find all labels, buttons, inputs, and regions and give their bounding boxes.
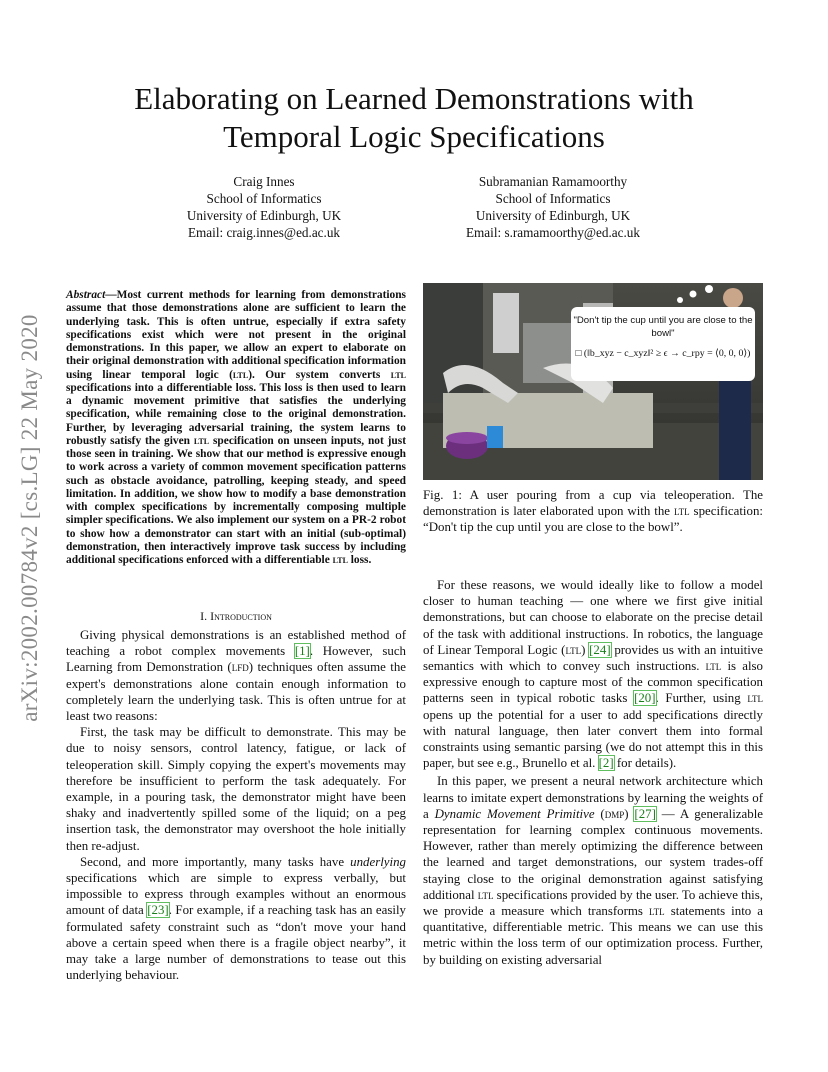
author-university: University of Edinburgh, UK bbox=[186, 208, 342, 223]
figure-photo bbox=[423, 283, 763, 480]
bubble-quote: "Don't tip the cup until you are close to the bowl" bbox=[573, 315, 753, 339]
author-university: University of Edinburgh, UK bbox=[475, 208, 631, 223]
abstract-text: —Most current methods for learning from demonstrations assume that those demonstrations alone are sufficient to learn the underlying task. This is often untrue, especially if extra safety specifications exist which were not present in the original demonstrations. In this paper, we allow an expert to elaborate on their original demonstration with additional specification information using linear temporal logic ( bbox=[66, 289, 406, 381]
author-affiliation: School of Informatics bbox=[206, 191, 322, 206]
abstract-text: loss. bbox=[347, 554, 372, 566]
abbrev-lfd: lfd bbox=[231, 660, 249, 675]
right-column-body bbox=[423, 577, 763, 968]
section-heading: I. Introduction bbox=[200, 609, 272, 623]
author-name: Subramanian Ramamoorthy bbox=[478, 174, 628, 189]
author-email[interactable]: Email: s.ramamoorthy@ed.ac.uk bbox=[465, 225, 640, 240]
abstract-text: ). Our system converts bbox=[248, 368, 391, 381]
abstract-text: specification on unseen inputs, not just those seen in training. We show that our method is expressive enough to work across a variety of common movement specification patterns such as obstacle avoidance, patrolling, keeping steady, and speed limitation. In addition, we show how to modify a base demonstration with complex specifications by incrementally composing multiple simpler specifications. We also implement our system on a PR-2 robot to show how a demonstrator can start with an initial (sub-optimal) demonstration, then interactively improve task success by including additional specifications enforced with a differentiable bbox=[66, 434, 406, 566]
citation-link[interactable]: [1] bbox=[294, 644, 310, 659]
figure-caption: Fig. 1: A user pouring from a cup via teleoperation. The demonstration is later elaborated upon with the ltl specification: “Don't tip the cup until you are close to the bowl”. bbox=[423, 488, 763, 535]
speech-bubble bbox=[571, 307, 755, 381]
abstract-label: Abstract bbox=[66, 289, 106, 301]
ltl-formula: □ (‖b_xyz − c_xyz‖² ≥ ϵ → c_rpy = ⟨0, 0, 0⟩) bbox=[575, 348, 751, 359]
abbrev-ltl: ltl bbox=[193, 434, 210, 447]
paragraph: First, the task may be difficult to demonstrate. This may be due to noisy sensors, control latency, fatigue, or lack of teleoperation skill. Simply copying the expert's movements may therefore be insufficient to perform the task adequately. For example, in a pouring task, the demonstrator might have been shaky and inadvertently spilled some of the liquid; on a peg insertion task, the demonstrator may overshoot the hole initially then re-adjust. bbox=[66, 725, 406, 853]
abbrev-ltl: ltl bbox=[390, 368, 406, 381]
paragraph: In this paper, we present a neural network architecture which learns to imitate expert demonstrations by learning the weights of a Dynamic Movement Primitive (dmp) [27] — A generalizable representation for learning complex continuous movements. However, rather than merely optimizing the difference between the learned and target demonstrations, our system trades-off staying close to the original demonstration against satisfying additional ltl specifications provided by the user. To achieve this, we provide a measure which transforms ltl statements into a quantitative, differentiable metric. This means we can use this metric within the loss term of our optimization process. Further, by building on existing adversarial bbox=[423, 774, 764, 967]
abstract bbox=[66, 289, 406, 567]
citation-link[interactable]: [20] bbox=[634, 691, 656, 706]
left-column-body bbox=[66, 627, 406, 983]
author-affiliation: School of Informatics bbox=[495, 191, 611, 206]
title-line-1: Elaborating on Learned Demonstrations with bbox=[134, 81, 694, 116]
author-block-2 bbox=[423, 173, 683, 241]
abbrev-ltl: ltl bbox=[673, 504, 690, 519]
abbrev-ltl: ltl bbox=[232, 368, 249, 381]
citation-link[interactable]: [2] bbox=[598, 756, 614, 771]
citation-link[interactable]: [27] bbox=[634, 806, 656, 821]
author-name: Craig Innes bbox=[233, 174, 295, 189]
paper-title bbox=[60, 80, 768, 156]
paragraph: For these reasons, we would ideally like to follow a model closer to human teaching — one where we first give initial demonstrations, but can choose to elaborate on the precise detail of the task with additional instructions. In robotics, the language of Linear Temporal Logic (ltl) [24] provides us with an intuitive semantics with which to convey such instructions. ltl is also expressive enough to capture most of the common specification patterns seen in typical robotic tasks [20]. Further, using ltl opens up the potential for a user to add specifications directly with natural language, then later convert them into formal constraints using semantic parsing (we do not attempt this in this paper, but see e.g., Brunello et al. [2] for details). bbox=[423, 578, 763, 771]
abbrev-ltl: ltl bbox=[332, 554, 348, 566]
abstract-text: specifications into a differentiable loss. This loss is then used to learn a dynamic movement primitive that satisfies the underlying specification, while remaining close to the original demonstration. Further, by leveraging adversarial training, the system learns to robustly satisfy the given bbox=[66, 381, 406, 447]
paragraph: Second, and more importantly, many tasks have underlying specifications which are simple to express verbally, but impossible to express through examples without an enormous amount of data [23]. For example, if a reaching task has an easily formulated safety constraint such as “don't move your hand above a certain speed when there is a fragile object nearby”, it may take a large number of demonstrations to tease out this underlying behaviour. bbox=[66, 854, 406, 983]
citation-link[interactable]: [24] bbox=[589, 642, 611, 657]
paragraph: Giving physical demonstrations is an established method of teaching a robot complex movements [1]. However, such Learning from Demonstration (lfd) techniques often assume the expert's demonstrations alone contain enough information to completely learn the underlying task. This is often untrue for at least two reasons: bbox=[66, 628, 407, 724]
title-line-2: Temporal Logic Specifications bbox=[223, 119, 605, 154]
author-email[interactable]: Email: craig.innes@ed.ac.uk bbox=[187, 225, 341, 240]
citation-link[interactable]: [23] bbox=[147, 903, 169, 918]
arxiv-id[interactable]: arXiv:2002.00784v2 [cs.LG] 22 May 2020 bbox=[17, 314, 42, 722]
author-block-1 bbox=[134, 173, 394, 241]
arxiv-stamp bbox=[8, 278, 52, 758]
